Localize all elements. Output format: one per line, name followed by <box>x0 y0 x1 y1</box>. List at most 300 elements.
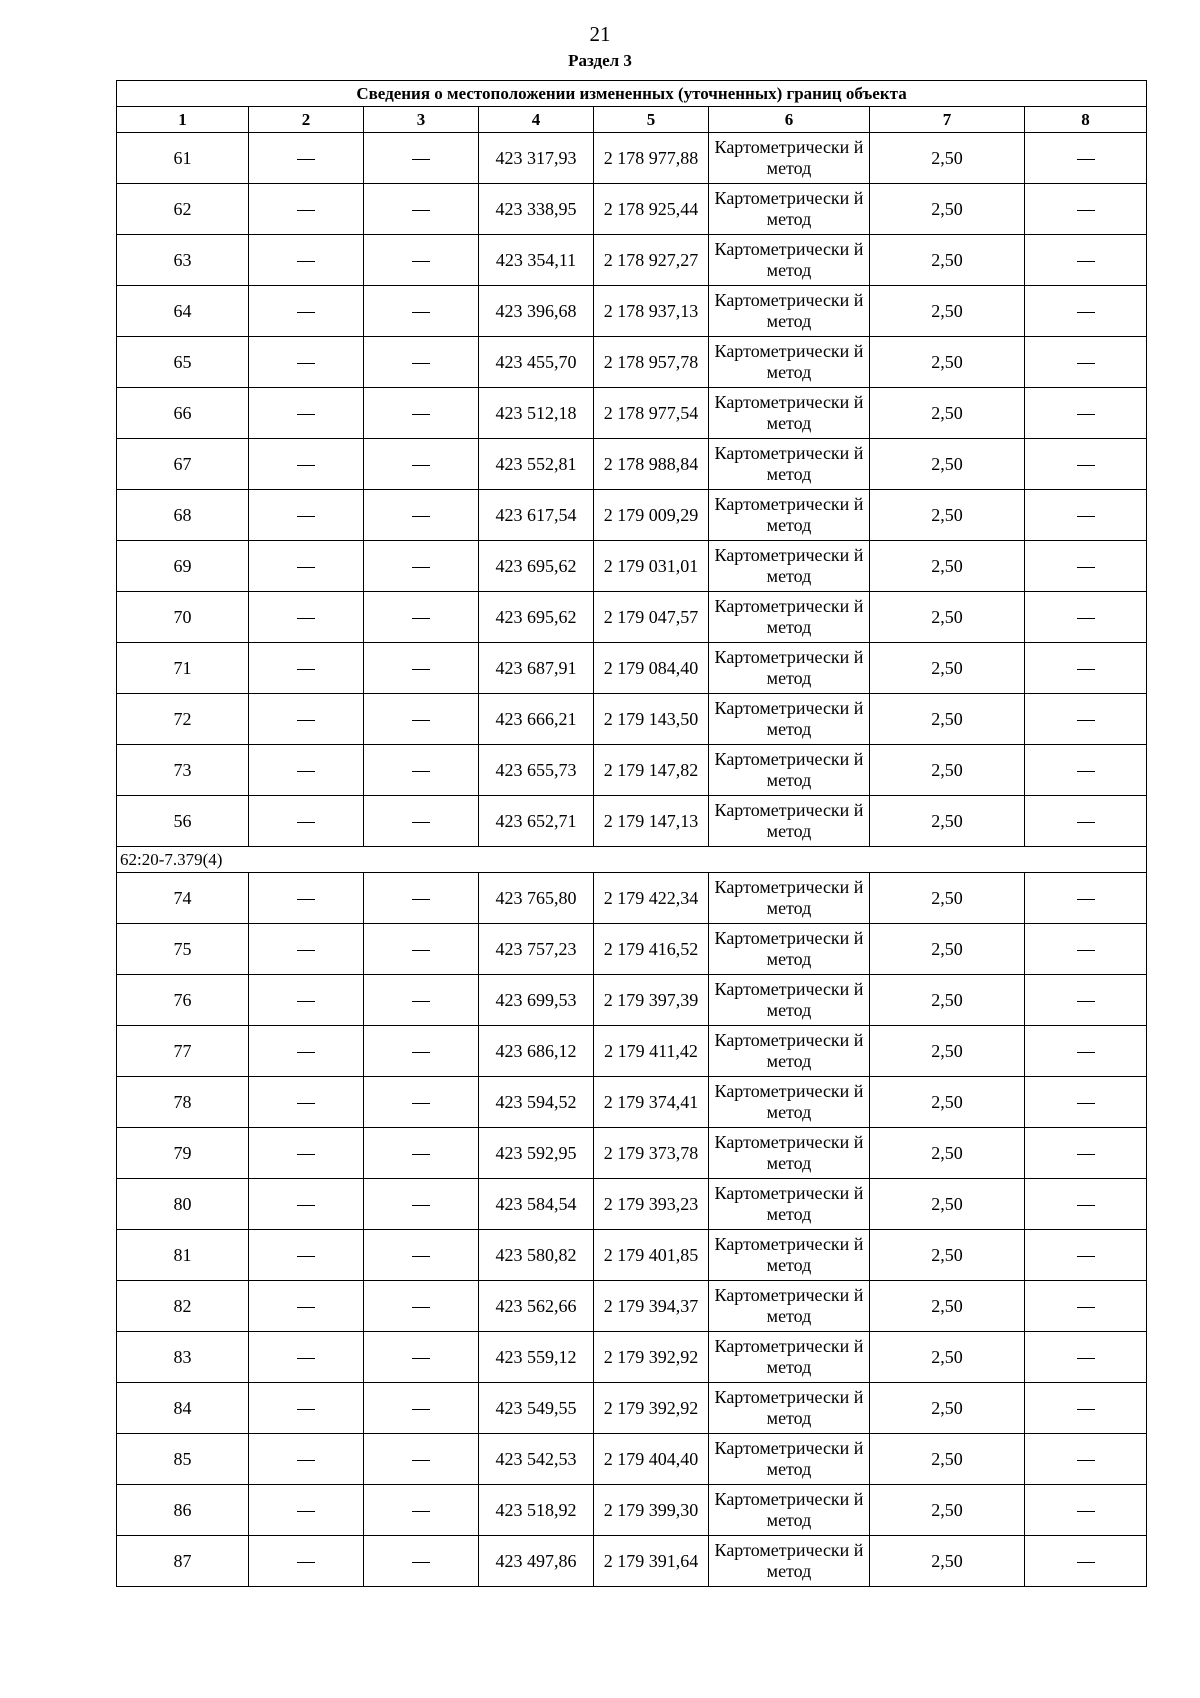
dash-mark <box>1077 1562 1095 1563</box>
point-number: 85 <box>117 1434 249 1485</box>
coordinate-x: 423 455,70 <box>479 337 594 388</box>
table-row <box>117 643 1147 694</box>
dash-mark <box>412 159 430 160</box>
table-row <box>117 1026 1147 1077</box>
column-number: 1 <box>117 107 249 133</box>
page-number: 21 <box>589 22 611 46</box>
dash-mark <box>297 618 315 619</box>
dash-mark <box>1077 414 1095 415</box>
dash-mark <box>297 567 315 568</box>
point-number: 77 <box>117 1026 249 1077</box>
empty-value <box>1025 1383 1147 1434</box>
coordinate-x: 423 584,54 <box>479 1179 594 1230</box>
empty-value <box>364 1077 479 1128</box>
dash-mark <box>412 516 430 517</box>
empty-value <box>364 873 479 924</box>
method: Картометрически й метод <box>709 541 870 592</box>
coordinate-x: 423 695,62 <box>479 592 594 643</box>
coordinate-x: 423 594,52 <box>479 1077 594 1128</box>
empty-value <box>249 796 364 847</box>
column-number: 3 <box>364 107 479 133</box>
empty-value <box>1025 694 1147 745</box>
empty-value <box>1025 1230 1147 1281</box>
empty-value <box>249 975 364 1026</box>
coordinate-x: 423 552,81 <box>479 439 594 490</box>
coordinate-y: 2 179 401,85 <box>594 1230 709 1281</box>
empty-value <box>364 388 479 439</box>
coordinate-x: 423 396,68 <box>479 286 594 337</box>
accuracy: 2,50 <box>870 975 1025 1026</box>
accuracy: 2,50 <box>870 694 1025 745</box>
dash-mark <box>297 1460 315 1461</box>
method: Картометрически й метод <box>709 1077 870 1128</box>
accuracy: 2,50 <box>870 439 1025 490</box>
empty-value <box>249 235 364 286</box>
column-number: 5 <box>594 107 709 133</box>
empty-value <box>1025 745 1147 796</box>
coordinate-y: 2 178 977,88 <box>594 133 709 184</box>
table-row <box>117 1077 1147 1128</box>
dash-mark <box>1077 771 1095 772</box>
accuracy: 2,50 <box>870 1485 1025 1536</box>
dash-mark <box>1077 312 1095 313</box>
accuracy: 2,50 <box>870 541 1025 592</box>
empty-value <box>364 745 479 796</box>
point-number: 62 <box>117 184 249 235</box>
coordinate-y: 2 178 957,78 <box>594 337 709 388</box>
empty-value <box>364 541 479 592</box>
table-row <box>117 235 1147 286</box>
dash-mark <box>297 899 315 900</box>
coordinate-y: 2 178 925,44 <box>594 184 709 235</box>
dash-mark <box>412 1511 430 1512</box>
empty-value <box>1025 592 1147 643</box>
dash-mark <box>297 261 315 262</box>
table-row <box>117 388 1147 439</box>
method: Картометрически й метод <box>709 796 870 847</box>
dash-mark <box>412 312 430 313</box>
dash-mark <box>1077 210 1095 211</box>
point-number: 82 <box>117 1281 249 1332</box>
point-number: 76 <box>117 975 249 1026</box>
dash-mark <box>412 771 430 772</box>
dash-mark <box>1077 1154 1095 1155</box>
point-number: 66 <box>117 388 249 439</box>
dash-mark <box>412 1154 430 1155</box>
method: Картометрически й метод <box>709 643 870 694</box>
empty-value <box>249 1485 364 1536</box>
point-number: 67 <box>117 439 249 490</box>
dash-mark <box>1077 159 1095 160</box>
table-row <box>117 1179 1147 1230</box>
table-row <box>117 1230 1147 1281</box>
column-number: 6 <box>709 107 870 133</box>
dash-mark <box>297 720 315 721</box>
coordinate-x: 423 687,91 <box>479 643 594 694</box>
method: Картометрически й метод <box>709 975 870 1026</box>
accuracy: 2,50 <box>870 796 1025 847</box>
empty-value <box>1025 1179 1147 1230</box>
dash-mark <box>412 1052 430 1053</box>
empty-value <box>249 133 364 184</box>
dash-mark <box>412 1205 430 1206</box>
dash-mark <box>412 1307 430 1308</box>
accuracy: 2,50 <box>870 592 1025 643</box>
empty-value <box>1025 337 1147 388</box>
dash-mark <box>297 1103 315 1104</box>
table-row <box>117 1281 1147 1332</box>
empty-value <box>364 592 479 643</box>
coordinate-x: 423 317,93 <box>479 133 594 184</box>
dash-mark <box>297 1052 315 1053</box>
accuracy: 2,50 <box>870 924 1025 975</box>
coordinate-y: 2 178 977,54 <box>594 388 709 439</box>
method: Картометрически й метод <box>709 694 870 745</box>
empty-value <box>249 873 364 924</box>
method: Картометрически й метод <box>709 1434 870 1485</box>
coordinate-y: 2 179 394,37 <box>594 1281 709 1332</box>
dash-mark <box>1077 899 1095 900</box>
method: Картометрически й метод <box>709 490 870 541</box>
dash-mark <box>1077 1511 1095 1512</box>
empty-value <box>1025 439 1147 490</box>
point-number: 72 <box>117 694 249 745</box>
empty-value <box>249 643 364 694</box>
dash-mark <box>1077 363 1095 364</box>
dash-mark <box>297 1307 315 1308</box>
empty-value <box>1025 1434 1147 1485</box>
dash-mark <box>297 1001 315 1002</box>
method: Картометрически й метод <box>709 388 870 439</box>
table-row <box>117 975 1147 1026</box>
table-row <box>117 924 1147 975</box>
point-number: 79 <box>117 1128 249 1179</box>
coordinate-x: 423 512,18 <box>479 388 594 439</box>
empty-value <box>249 1230 364 1281</box>
accuracy: 2,50 <box>870 643 1025 694</box>
accuracy: 2,50 <box>870 388 1025 439</box>
coordinate-y: 2 179 397,39 <box>594 975 709 1026</box>
method: Картометрически й метод <box>709 184 870 235</box>
coordinate-y: 2 179 373,78 <box>594 1128 709 1179</box>
dash-mark <box>297 1256 315 1257</box>
coordinate-y: 2 179 404,40 <box>594 1434 709 1485</box>
dash-mark <box>297 771 315 772</box>
coordinate-x: 423 695,62 <box>479 541 594 592</box>
coordinate-y: 2 179 147,82 <box>594 745 709 796</box>
dash-mark <box>412 1409 430 1410</box>
dash-mark <box>1077 261 1095 262</box>
method: Картометрически й метод <box>709 1026 870 1077</box>
accuracy: 2,50 <box>870 1332 1025 1383</box>
point-number: 86 <box>117 1485 249 1536</box>
table-row <box>117 694 1147 745</box>
dash-mark <box>1077 1358 1095 1359</box>
table-row <box>117 1536 1147 1587</box>
empty-value <box>249 592 364 643</box>
table-row <box>117 490 1147 541</box>
dash-mark <box>1077 1256 1095 1257</box>
coordinate-x: 423 617,54 <box>479 490 594 541</box>
accuracy: 2,50 <box>870 1536 1025 1587</box>
coordinate-y: 2 179 009,29 <box>594 490 709 541</box>
empty-value <box>1025 133 1147 184</box>
dash-mark <box>1077 1205 1095 1206</box>
empty-value <box>1025 1485 1147 1536</box>
method: Картометрически й метод <box>709 1485 870 1536</box>
method: Картометрически й метод <box>709 1332 870 1383</box>
accuracy: 2,50 <box>870 873 1025 924</box>
coordinate-x: 423 542,53 <box>479 1434 594 1485</box>
empty-value <box>364 286 479 337</box>
accuracy: 2,50 <box>870 184 1025 235</box>
coordinate-x: 423 338,95 <box>479 184 594 235</box>
empty-value <box>364 975 479 1026</box>
empty-value <box>1025 975 1147 1026</box>
empty-value <box>364 1128 479 1179</box>
coordinate-y: 2 179 031,01 <box>594 541 709 592</box>
coordinate-y: 2 179 399,30 <box>594 1485 709 1536</box>
coordinate-x: 423 757,23 <box>479 924 594 975</box>
dash-mark <box>1077 950 1095 951</box>
dash-mark <box>412 363 430 364</box>
dash-mark <box>297 210 315 211</box>
point-number: 74 <box>117 873 249 924</box>
method: Картометрически й метод <box>709 1383 870 1434</box>
dash-mark <box>412 414 430 415</box>
coordinate-y: 2 179 047,57 <box>594 592 709 643</box>
empty-value <box>364 133 479 184</box>
dash-mark <box>297 1511 315 1512</box>
empty-value <box>249 541 364 592</box>
empty-value <box>249 924 364 975</box>
coordinate-y: 2 179 147,13 <box>594 796 709 847</box>
method: Картометрически й метод <box>709 337 870 388</box>
dash-mark <box>297 516 315 517</box>
method: Картометрически й метод <box>709 1281 870 1332</box>
column-number: 8 <box>1025 107 1147 133</box>
dash-mark <box>1077 567 1095 568</box>
table-row <box>117 796 1147 847</box>
table-caption: Сведения о местоположении измененных (уточненных) границ объекта <box>117 81 1147 107</box>
accuracy: 2,50 <box>870 1128 1025 1179</box>
coordinate-y: 2 179 416,52 <box>594 924 709 975</box>
coordinate-y: 2 179 392,92 <box>594 1383 709 1434</box>
dash-mark <box>297 822 315 823</box>
dash-mark <box>412 669 430 670</box>
accuracy: 2,50 <box>870 490 1025 541</box>
coordinate-x: 423 497,86 <box>479 1536 594 1587</box>
method: Картометрически й метод <box>709 286 870 337</box>
point-number: 71 <box>117 643 249 694</box>
table-row <box>117 286 1147 337</box>
point-number: 83 <box>117 1332 249 1383</box>
empty-value <box>1025 490 1147 541</box>
dash-mark <box>297 1205 315 1206</box>
coordinate-x: 423 652,71 <box>479 796 594 847</box>
method: Картометрически й метод <box>709 133 870 184</box>
dash-mark <box>1077 1307 1095 1308</box>
dash-mark <box>412 822 430 823</box>
empty-value <box>249 1434 364 1485</box>
table-row <box>117 1332 1147 1383</box>
empty-value <box>249 694 364 745</box>
empty-value <box>249 1128 364 1179</box>
accuracy: 2,50 <box>870 1383 1025 1434</box>
empty-value <box>364 1026 479 1077</box>
method: Картометрически й метод <box>709 873 870 924</box>
method: Картометрически й метод <box>709 1179 870 1230</box>
dash-mark <box>297 414 315 415</box>
column-number: 2 <box>249 107 364 133</box>
empty-value <box>364 1281 479 1332</box>
accuracy: 2,50 <box>870 1281 1025 1332</box>
empty-value <box>1025 1281 1147 1332</box>
point-number: 56 <box>117 796 249 847</box>
empty-value <box>364 184 479 235</box>
empty-value <box>1025 235 1147 286</box>
coordinate-y: 2 179 374,41 <box>594 1077 709 1128</box>
dash-mark <box>297 1562 315 1563</box>
empty-value <box>364 337 479 388</box>
dash-mark <box>1077 1052 1095 1053</box>
point-number: 68 <box>117 490 249 541</box>
dash-mark <box>412 899 430 900</box>
table-row <box>117 592 1147 643</box>
empty-value <box>249 1077 364 1128</box>
empty-value <box>364 643 479 694</box>
accuracy: 2,50 <box>870 235 1025 286</box>
empty-value <box>1025 873 1147 924</box>
dash-mark <box>412 1001 430 1002</box>
table-row <box>117 133 1147 184</box>
coordinate-x: 423 580,82 <box>479 1230 594 1281</box>
accuracy: 2,50 <box>870 1179 1025 1230</box>
table-row <box>117 541 1147 592</box>
coordinate-y: 2 179 084,40 <box>594 643 709 694</box>
dash-mark <box>412 1256 430 1257</box>
empty-value <box>1025 541 1147 592</box>
method: Картометрически й метод <box>709 1230 870 1281</box>
dash-mark <box>412 210 430 211</box>
coordinate-x: 423 559,12 <box>479 1332 594 1383</box>
empty-value <box>1025 796 1147 847</box>
dash-mark <box>412 720 430 721</box>
point-number: 73 <box>117 745 249 796</box>
dash-mark <box>1077 822 1095 823</box>
accuracy: 2,50 <box>870 745 1025 796</box>
empty-value <box>364 1485 479 1536</box>
empty-value <box>249 1026 364 1077</box>
coordinate-x: 423 666,21 <box>479 694 594 745</box>
empty-value <box>249 388 364 439</box>
dash-mark <box>297 159 315 160</box>
accuracy: 2,50 <box>870 1434 1025 1485</box>
accuracy: 2,50 <box>870 337 1025 388</box>
dash-mark <box>412 1460 430 1461</box>
coordinate-x: 423 655,73 <box>479 745 594 796</box>
point-number: 75 <box>117 924 249 975</box>
coordinate-x: 423 686,12 <box>479 1026 594 1077</box>
point-number: 84 <box>117 1383 249 1434</box>
method: Картометрически й метод <box>709 439 870 490</box>
accuracy: 2,50 <box>870 133 1025 184</box>
table-row <box>117 745 1147 796</box>
coordinate-x: 423 592,95 <box>479 1128 594 1179</box>
empty-value <box>364 1383 479 1434</box>
point-number: 64 <box>117 286 249 337</box>
accuracy: 2,50 <box>870 1077 1025 1128</box>
coordinate-x: 423 518,92 <box>479 1485 594 1536</box>
coordinate-x: 423 354,11 <box>479 235 594 286</box>
empty-value <box>249 1383 364 1434</box>
empty-value <box>249 439 364 490</box>
dash-mark <box>412 567 430 568</box>
coordinate-y: 2 178 927,27 <box>594 235 709 286</box>
table-row <box>117 1383 1147 1434</box>
table-row <box>117 873 1147 924</box>
empty-value <box>1025 1077 1147 1128</box>
point-number: 87 <box>117 1536 249 1587</box>
dash-mark <box>1077 1460 1095 1461</box>
empty-value <box>249 1179 364 1230</box>
coordinate-y: 2 179 392,92 <box>594 1332 709 1383</box>
empty-value <box>249 1281 364 1332</box>
dash-mark <box>412 465 430 466</box>
coordinate-y: 2 179 143,50 <box>594 694 709 745</box>
point-number: 63 <box>117 235 249 286</box>
table-row <box>117 337 1147 388</box>
dash-mark <box>297 1358 315 1359</box>
dash-mark <box>1077 720 1095 721</box>
empty-value <box>364 490 479 541</box>
coordinate-x: 423 562,66 <box>479 1281 594 1332</box>
method: Картометрически й метод <box>709 235 870 286</box>
dash-mark <box>412 261 430 262</box>
empty-value <box>249 745 364 796</box>
dash-mark <box>297 950 315 951</box>
table-row <box>117 439 1147 490</box>
method: Картометрически й метод <box>709 1536 870 1587</box>
dash-mark <box>1077 516 1095 517</box>
group-label-row <box>117 847 1147 873</box>
dash-mark <box>412 1358 430 1359</box>
table-caption-row <box>117 81 1147 107</box>
dash-mark <box>1077 465 1095 466</box>
method: Картометрически й метод <box>709 592 870 643</box>
empty-value <box>364 694 479 745</box>
empty-value <box>364 1536 479 1587</box>
empty-value <box>249 184 364 235</box>
coordinate-y: 2 179 411,42 <box>594 1026 709 1077</box>
empty-value <box>1025 388 1147 439</box>
dash-mark <box>297 312 315 313</box>
empty-value <box>1025 924 1147 975</box>
empty-value <box>1025 1332 1147 1383</box>
dash-mark <box>412 1562 430 1563</box>
dash-mark <box>297 363 315 364</box>
empty-value <box>1025 1128 1147 1179</box>
empty-value <box>364 1332 479 1383</box>
point-number: 69 <box>117 541 249 592</box>
empty-value <box>249 337 364 388</box>
dash-mark <box>1077 1001 1095 1002</box>
accuracy: 2,50 <box>870 1230 1025 1281</box>
dash-mark <box>297 465 315 466</box>
empty-value <box>364 1179 479 1230</box>
empty-value <box>1025 643 1147 694</box>
empty-value <box>364 235 479 286</box>
